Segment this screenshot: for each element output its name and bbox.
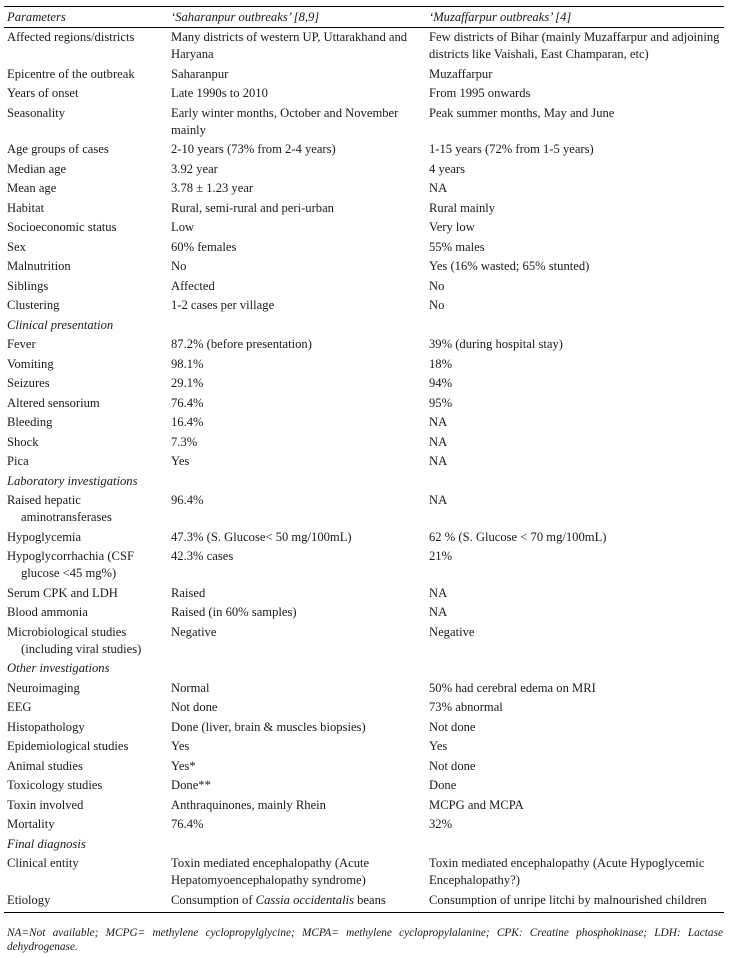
parameter-cell <box>4 257 168 277</box>
parameter-cell <box>4 160 168 180</box>
header-parameters: Parameters <box>4 7 168 28</box>
parameter-cell <box>4 65 168 85</box>
saharanpur-cell: Rural, semi-rural and peri-urban <box>171 200 334 215</box>
saharanpur-cell: Yes* <box>171 758 196 773</box>
saharanpur-cell: Late 1990s to 2010 <box>171 86 268 100</box>
saharanpur-cell: Anthraquinones, mainly Rhein <box>171 797 326 812</box>
saharanpur-cell: 7.3% <box>171 434 198 449</box>
parameter-cell <box>4 623 168 660</box>
parameter-label: Mortality <box>7 817 55 831</box>
table-row <box>4 452 724 472</box>
muzaffarpur-cell: Muzaffarpur <box>429 66 493 81</box>
muzaffarpur-cell: Not done <box>429 758 476 773</box>
saharanpur-cell: Done (liver, brain & muscles biopsies) <box>171 719 366 734</box>
parameter-cell <box>4 413 168 433</box>
saharanpur-cell: 16.4% <box>171 415 204 429</box>
saharanpur-cell: Yes <box>171 454 190 468</box>
saharanpur-cell: 98.1% <box>171 356 204 371</box>
parameter-label: Sex <box>7 239 26 254</box>
table-row <box>4 413 724 433</box>
muzaffarpur-cell: 50% had cerebral edema on MRI <box>429 680 596 695</box>
muzaffarpur-cell: 95% <box>429 395 453 410</box>
table-row <box>4 796 724 816</box>
parameter-cell <box>4 84 168 104</box>
parameter-label: Serum CPK and LDH <box>7 585 118 600</box>
parameter-label: Epicentre of the outbreak <box>7 66 135 81</box>
muzaffarpur-cell: 73% abnormal <box>429 700 503 714</box>
saharanpur-cell: Raised <box>171 585 206 600</box>
saharanpur-cell: Many districts of western UP, Uttarakhand and Haryana <box>171 30 408 61</box>
saharanpur-cell: Low <box>171 220 195 234</box>
saharanpur-cell: Negative <box>171 624 217 639</box>
muzaffarpur-cell: NA <box>429 605 448 619</box>
parameter-label: Fever <box>7 337 36 351</box>
parameter-cell <box>4 374 168 394</box>
table-row <box>4 757 724 777</box>
parameter-label: Etiology <box>7 892 51 907</box>
parameter-cell <box>4 718 168 738</box>
parameter-label: Age groups of cases <box>7 142 109 156</box>
table-row <box>4 218 724 238</box>
saharanpur-cell: Affected <box>171 278 215 293</box>
table-row <box>4 84 724 104</box>
table-row <box>4 584 724 604</box>
saharanpur-cell: 1-2 cases per village <box>171 298 275 312</box>
saharanpur-cell: Normal <box>171 680 210 695</box>
muzaffarpur-cell: 32% <box>429 817 453 831</box>
header-muzaffarpur: ‘Muzaffarpur outbreaks’ [4] <box>426 7 724 28</box>
muzaffarpur-cell: Peak summer months, May and June <box>429 105 615 120</box>
table-row <box>4 277 724 297</box>
section-heading: Other investigations <box>7 661 110 675</box>
parameter-label: Toxicology studies <box>7 778 103 792</box>
parameter-cell <box>4 277 168 297</box>
muzaffarpur-cell: Negative <box>429 624 475 639</box>
table-row <box>4 199 724 219</box>
muzaffarpur-cell: No <box>429 298 445 312</box>
parameter-cell <box>4 355 168 375</box>
parameter-label: Clustering <box>7 298 60 312</box>
parameter-cell <box>4 238 168 258</box>
section-heading: Clinical presentation <box>7 317 114 332</box>
muzaffarpur-cell: Rural mainly <box>429 200 496 215</box>
parameter-cell <box>4 218 168 238</box>
parameter-cell <box>4 815 168 835</box>
muzaffarpur-cell: 39% (during hospital stay) <box>429 337 563 351</box>
table-row <box>4 776 724 796</box>
parameter-cell <box>4 679 168 699</box>
muzaffarpur-cell: 55% males <box>429 239 485 254</box>
table-row <box>4 28 724 65</box>
parameter-cell <box>4 796 168 816</box>
parameter-cell <box>4 698 168 718</box>
table-row <box>4 394 724 414</box>
table-row <box>4 296 724 316</box>
muzaffarpur-cell: NA <box>429 585 448 600</box>
muzaffarpur-cell: Yes <box>429 739 448 753</box>
parameter-cell <box>4 199 168 219</box>
muzaffarpur-cell: 1-15 years (72% from 1-5 years) <box>429 142 594 156</box>
muzaffarpur-cell: Done <box>429 778 457 792</box>
parameter-cell <box>4 737 168 757</box>
parameter-cell <box>4 776 168 796</box>
table-row <box>4 528 724 548</box>
parameter-cell <box>4 28 168 65</box>
saharanpur-cell: Early winter months, October and November mainly <box>171 105 399 137</box>
muzaffarpur-cell: NA <box>429 493 448 507</box>
muzaffarpur-cell: Toxin mediated encephalopathy (Acute Hypoglycemic Encephalopathy?) <box>429 856 705 887</box>
table-row <box>4 355 724 375</box>
parameter-label: EEG <box>7 700 32 714</box>
table-header-row <box>4 7 724 28</box>
section-heading: Final diagnosis <box>7 836 86 851</box>
parameter-label: Malnutrition <box>7 259 71 273</box>
parameter-label: Animal studies <box>7 758 83 773</box>
section-row <box>4 659 724 679</box>
saharanpur-cell: Saharanpur <box>171 66 229 81</box>
saharanpur-cell: No <box>171 259 187 273</box>
table-body <box>4 28 724 913</box>
saharanpur-cell: Raised (in 60% samples) <box>171 605 297 619</box>
parameter-label: Shock <box>7 434 39 449</box>
table-footnote: NA=Not available; MCPG= methylene cyclopropylglycine; MCPA= methylene cyclopropylalanine; CPK: Creatine phosphokinase; LDH: Lactase dehydrogenase. <box>7 927 723 953</box>
parameter-cell <box>4 179 168 199</box>
parameter-label: Pica <box>7 454 29 468</box>
table-row <box>4 335 724 355</box>
parameter-label: Affected regions/districts <box>7 30 135 44</box>
muzaffarpur-cell: From 1995 onwards <box>429 86 531 100</box>
table-row <box>4 603 724 623</box>
saharanpur-cell: Yes <box>171 739 190 753</box>
parameter-cell <box>4 433 168 453</box>
parameter-cell <box>4 452 168 472</box>
saharanpur-cell: 42.3% cases <box>171 549 234 563</box>
parameter-cell <box>4 104 168 141</box>
parameter-cell <box>4 757 168 777</box>
parameter-label: Vomiting <box>7 356 54 371</box>
muzaffarpur-cell: Few districts of Bihar (mainly Muzaffarpur and adjoining districts like Vaishali, East Champaran, etc) <box>429 30 720 61</box>
table-row <box>4 815 724 835</box>
muzaffarpur-cell: 4 years <box>429 161 466 176</box>
table-row <box>4 179 724 199</box>
muzaffarpur-cell: NA <box>429 181 448 195</box>
table-row <box>4 547 724 584</box>
parameter-label: Years of onset <box>7 86 79 100</box>
parameter-label: Raised hepatic aminotransferases <box>7 493 112 524</box>
muzaffarpur-cell: No <box>429 278 445 293</box>
parameter-label: Blood ammonia <box>7 605 88 619</box>
saharanpur-cell: 87.2% (before presentation) <box>171 337 312 351</box>
section-heading: Laboratory investigations <box>7 473 138 488</box>
section-row <box>4 316 724 336</box>
parameter-cell <box>4 854 168 891</box>
muzaffarpur-cell: 21% <box>429 549 453 563</box>
parameter-label: Seizures <box>7 376 50 390</box>
saharanpur-cell: Toxin mediated encephalopathy (Acute Hepatomyoencephalopathy syndrome) <box>171 856 370 887</box>
table-row <box>4 433 724 453</box>
table-row <box>4 65 724 85</box>
saharanpur-cell: 76.4% <box>171 395 204 410</box>
table-row <box>4 257 724 277</box>
table-row <box>4 238 724 258</box>
parameter-cell <box>4 394 168 414</box>
saharanpur-text-suffix: beans <box>353 892 386 907</box>
parameter-label: Clinical entity <box>7 856 79 870</box>
muzaffarpur-cell: 18% <box>429 356 453 371</box>
parameter-cell <box>4 528 168 548</box>
parameter-label: Toxin involved <box>7 797 84 812</box>
table-row <box>4 718 724 738</box>
table-row <box>4 140 724 160</box>
muzaffarpur-cell: 62 % (S. Glucose < 70 mg/100mL) <box>429 529 607 544</box>
muzaffarpur-cell: Very low <box>429 220 475 234</box>
table-row <box>4 698 724 718</box>
parameter-cell <box>4 491 168 528</box>
parameter-label: Hypoglycorrhachia (CSF glucose <45 mg%) <box>7 549 134 580</box>
parameter-label: Seasonality <box>7 105 66 120</box>
muzaffarpur-cell: Yes (16% wasted; 65% stunted) <box>429 259 590 273</box>
section-row <box>4 472 724 492</box>
muzaffarpur-cell: Consumption of unripe litchi by malnourished children <box>426 891 724 913</box>
parameter-cell <box>4 547 168 584</box>
table-row <box>4 374 724 394</box>
parameter-cell <box>4 335 168 355</box>
muzaffarpur-cell: Not done <box>429 719 476 734</box>
parameter-cell <box>4 603 168 623</box>
section-row <box>4 835 724 855</box>
saharanpur-cell: 29.1% <box>171 376 204 390</box>
saharanpur-cell: 96.4% <box>171 493 204 507</box>
parameter-label: Habitat <box>7 200 45 215</box>
parameter-label: Neuroimaging <box>7 680 80 695</box>
muzaffarpur-cell: NA <box>429 454 448 468</box>
table-row <box>4 737 724 757</box>
parameter-cell <box>4 140 168 160</box>
parameter-cell <box>4 296 168 316</box>
parameter-label: Socioeconomic status <box>7 220 117 234</box>
table-row <box>4 891 724 913</box>
saharanpur-cell: 76.4% <box>171 817 204 831</box>
muzaffarpur-cell: NA <box>429 415 448 429</box>
saharanpur-cell: 2-10 years (73% from 2-4 years) <box>171 142 336 156</box>
table-row <box>4 623 724 660</box>
saharanpur-cell <box>168 891 426 913</box>
parameter-label: Hypoglycemia <box>7 529 82 544</box>
parameter-label: Histopathology <box>7 719 85 734</box>
parameter-label: Altered sensorium <box>7 395 100 410</box>
saharanpur-cell: 3.92 year <box>171 161 218 176</box>
parameter-label: Epidemiological studies <box>7 739 129 753</box>
saharanpur-cell: 3.78 ± 1.23 year <box>171 181 254 195</box>
table-row <box>4 679 724 699</box>
saharanpur-text: Consumption of <box>171 892 256 907</box>
table-row <box>4 104 724 141</box>
saharanpur-cell: Done** <box>171 778 211 792</box>
header-saharanpur: ‘Saharanpur outbreaks’ [8,9] <box>168 7 426 28</box>
muzaffarpur-cell: 94% <box>429 376 453 390</box>
muzaffarpur-cell: MCPG and MCPA <box>429 797 524 812</box>
saharanpur-cell: Not done <box>171 700 218 714</box>
parameter-label: Microbiological studies (including viral studies) <box>7 624 142 656</box>
comparison-table <box>4 6 724 913</box>
muzaffarpur-cell: NA <box>429 434 448 449</box>
parameter-cell <box>4 891 168 913</box>
table-row <box>4 160 724 180</box>
table-row <box>4 854 724 891</box>
table-row <box>4 491 724 528</box>
saharanpur-cell: 47.3% (S. Glucose< 50 mg/100mL) <box>171 529 352 544</box>
parameter-label: Mean age <box>7 181 57 195</box>
species-name: Cassia occidentalis <box>255 892 354 907</box>
parameter-label: Median age <box>7 161 67 176</box>
parameter-label: Bleeding <box>7 415 53 429</box>
parameter-label: Siblings <box>7 278 49 293</box>
parameter-cell <box>4 584 168 604</box>
saharanpur-cell: 60% females <box>171 239 237 254</box>
